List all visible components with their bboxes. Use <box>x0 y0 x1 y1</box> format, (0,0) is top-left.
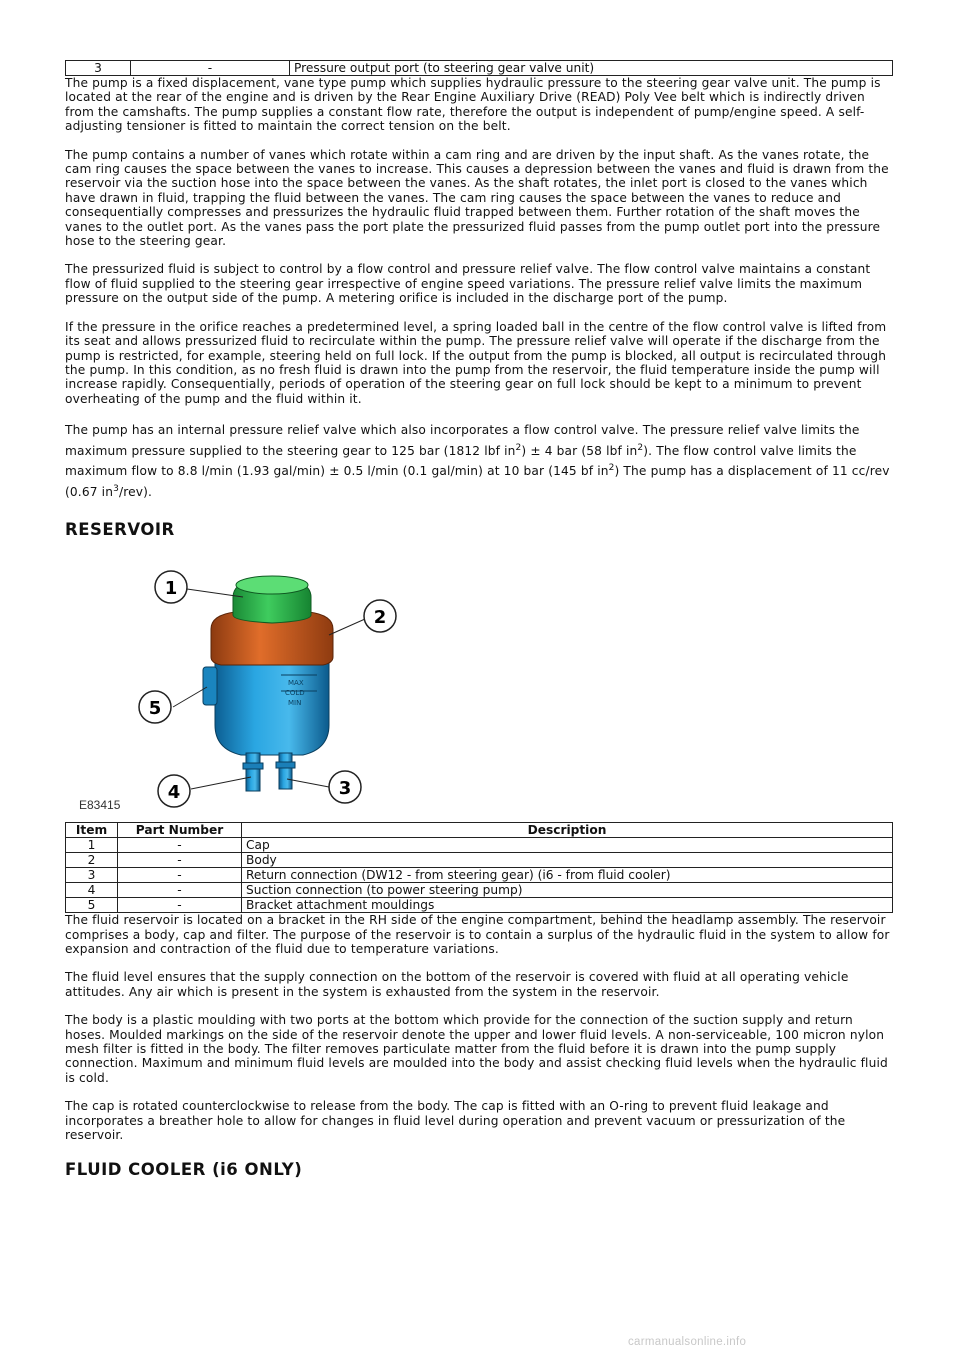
reservoir-paragraph-3: The body is a plastic moulding with two ports at the bottom which provide for the connection of the suction supply and return hoses. Moulded markings on the side of the reservoir denote the upper and lower fluid levels. A non-serviceable, 100 micron nylon mesh filter is fitted in the body. The filter removes particulate matter from the fluid before it is drawn into the pump supply connection. Maximum and minimum fluid levels are moulded into the body and assist checking fluid levels when the hydraulic fluid is cold. <box>65 1013 888 1085</box>
svg-text:1: 1 <box>164 578 178 600</box>
table-row: 5 - Bracket attachment mouldings <box>66 898 893 913</box>
header-part-number: Part Number <box>118 823 242 838</box>
reservoir-body <box>215 657 329 755</box>
svg-text:5: 5 <box>148 698 162 720</box>
bracket-moulding <box>203 667 217 705</box>
return-port <box>279 753 292 789</box>
pump-paragraph-5: The pump has an internal pressure relief valve which also incorporates a flow control valve. The pressure relief valve limits the maximum pressure supplied to the steering gear to 125 bar (1812 lbf $in^2) \pm 4$ bar (58 lbf $in^2$). The flow control valve limits the maximum flow to 8.8 l/min (1.93 gal/min) ± 0.5 l/min (0.1 gal/min) at 10 bar (145 bf $in^2$) The pump has a displacement of 11 cc/rev (0.67 $in^3/rev$). <box>65 423 890 499</box>
callout-4 <box>158 775 190 807</box>
table-row: 4 - Suction connection (to power steering pump) <box>66 883 893 898</box>
callout-3 <box>329 771 361 803</box>
gauge-max: MAX <box>288 679 304 688</box>
table-row: 2 - Body <box>66 853 893 868</box>
reservoir-paragraph-4: The cap is rotated counterclockwise to release from the body. The cap is fitted with an O-ring to prevent fluid leakage and incorporates a breather hole to allow for changes in fluid level during operation and prevent vacuum or pressurization of the reservoir. <box>65 1099 846 1142</box>
item-cell: 3 <box>66 61 131 76</box>
part-number-cell: - <box>131 61 290 76</box>
table-row <box>66 61 893 76</box>
description-cell: Pressure output port (to steering gear valve unit) <box>290 61 893 76</box>
fluid-cooler-heading: FLUID COOLER (i6 ONLY) <box>65 1160 303 1180</box>
reservoir-parts-table <box>65 822 893 913</box>
table-row: 3 - Return connection (DW12 - from steering gear) (i6 - from fluid cooler) <box>66 868 893 883</box>
callout-1 <box>155 571 187 603</box>
top-table <box>65 60 893 76</box>
header-item: Item <box>66 823 118 838</box>
footer-watermark: carmanualsonline.info <box>628 1336 747 1348</box>
reservoir-illustration <box>79 557 433 813</box>
document-body <box>65 58 893 1179</box>
pump-paragraph-1: The pump is a fixed displacement, vane type pump which supplies hydraulic pressure to the steering gear valve unit. The pump is located at the rear of the engine and is driven by the Rear Engine Auxiliary Drive (READ) Poly Vee belt which is indirectly driven from the camshafts. The pump supplies a constant flow rate, therefore the output is independent of pump/engine speed. A self-adjusting tensioner is fitted to maintain the correct tension on the belt. <box>65 76 881 134</box>
figure-id-label: E83415 <box>79 798 121 813</box>
svg-text:2: 2 <box>373 607 387 629</box>
reservoir-paragraph-2: The fluid level ensures that the supply connection on the bottom of the reservoir is covered with fluid at all operating vehicle attitudes. Any air which is present in the system is exhausted from the system in the reservoir. <box>65 970 849 999</box>
reservoir-figure <box>79 557 433 813</box>
gauge-cold: COLD <box>285 689 305 698</box>
reservoir-heading: RESERVOIR <box>65 520 175 540</box>
header-description: Description <box>242 823 893 838</box>
pump-paragraph-2: The pump contains a number of vanes which rotate within a cam ring and are driven by the input shaft. As the vanes rotate, the cam ring causes the space between the vanes to increase. This causes a depression between the vanes and fluid is drawn from the reservoir via the suction hose into the space between the vanes. As the shaft rotates, the inlet port is closed to the vanes which have drawn in fluid, trapping the fluid between the vanes. The cam ring causes the space between the vanes to reduce and consequentially compresses and pressurizes the hydraulic fluid trapped between them. Further rotation of the shaft moves the vanes to the outlet port. As the vanes pass the port plate the pressurized fluid passes from the pump outlet port into the pressure hose to the steering gear. <box>65 147 889 249</box>
svg-text:4: 4 <box>167 782 181 804</box>
svg-text:3: 3 <box>338 778 352 800</box>
table-header-row <box>66 823 893 838</box>
callout-2 <box>364 600 396 632</box>
table-row: 1 - Cap <box>66 838 893 853</box>
suction-port <box>246 753 260 791</box>
reservoir-paragraph-1: The fluid reservoir is located on a bracket in the RH side of the engine compartment, behind the headlamp assembly. The reservoir comprises a body, cap and filter. The purpose of the reservoir is to contain a surplus of the hydraulic fluid in the system to allow for expansion and contraction of the fluid due to temperature variations. <box>65 913 890 956</box>
callout-5 <box>139 691 171 723</box>
gauge-min: MIN <box>288 699 302 708</box>
pump-paragraph-4: If the pressure in the orifice reaches a predetermined level, a spring loaded ball in the centre of the flow control valve is lifted from its seat and allows pressurized fluid to recirculate within the pump. The pressure relief valve will operate if the discharge from the pump is restricted, for example, steering held on full lock. If the output from the pump is blocked, all output is recirculated through the pump. In this condition, as no fresh fluid is drawn into the pump from the reservoir, the fluid temperature inside the pump will increase rapidly. Consequentially, periods of operation of the steering gear on full lock should be kept to a minimum to prevent overheating of the pump and the fluid within it. <box>65 319 887 406</box>
pump-paragraph-3: The pressurized fluid is subject to control by a flow control and pressure relief valve. The flow control valve maintains a constant flow of fluid supplied to the steering gear irrespective of engine speed variations. The pressure relief valve limits the maximum pressure on the output side of the pump. A metering orifice is included in the discharge port of the pump. <box>65 262 871 306</box>
